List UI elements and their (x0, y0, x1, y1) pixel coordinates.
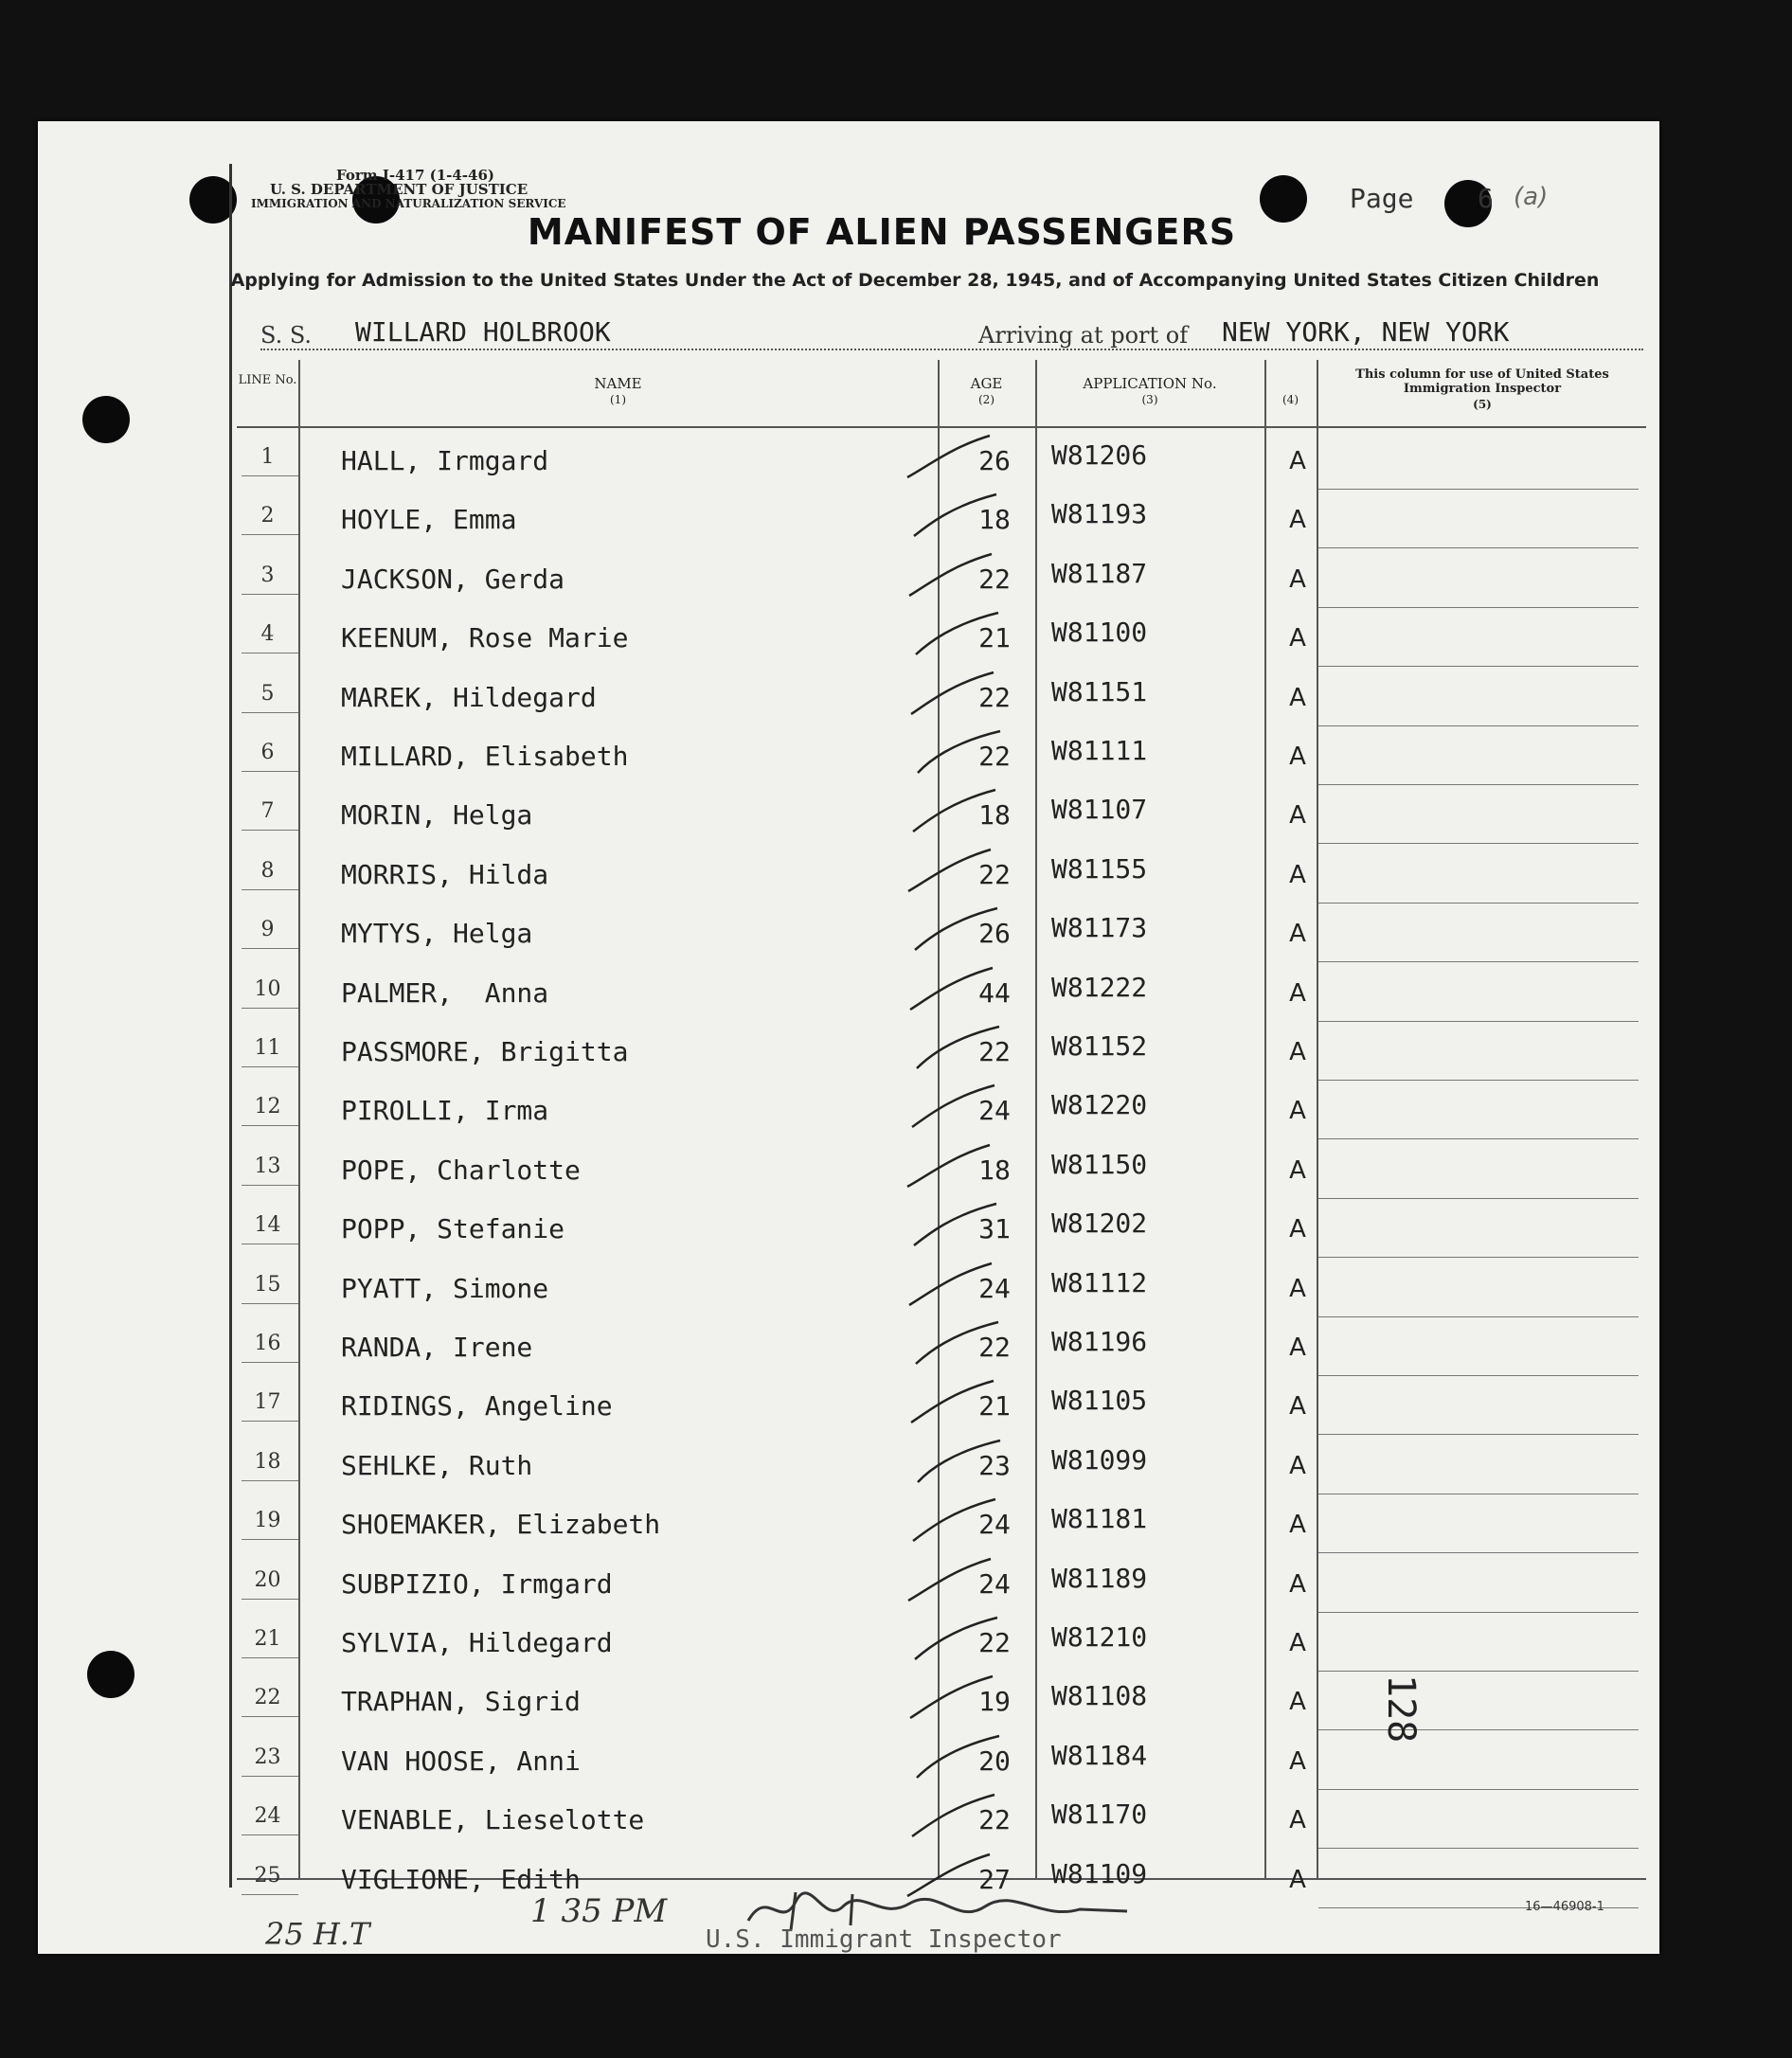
passenger-name: VAN HOOSE, Anni (341, 1745, 581, 1777)
class-code: A (1289, 1155, 1306, 1185)
table-row (237, 1025, 1646, 1083)
table-row (237, 671, 1646, 729)
line-number: 2 (260, 504, 275, 528)
inspector-line (1318, 1848, 1639, 1849)
application-number: W81105 (1051, 1385, 1148, 1417)
inspector-line (1318, 1671, 1639, 1672)
application-number: W81206 (1051, 439, 1148, 471)
passenger-age: 18 (978, 504, 1011, 536)
application-number: W81099 (1051, 1443, 1148, 1476)
ship-name: WILLARD HOLBROOK (355, 316, 611, 348)
passenger-age: 26 (978, 918, 1011, 950)
line-number: 9 (260, 918, 275, 942)
header-name (298, 360, 938, 443)
page-number: 6 (1478, 183, 1494, 214)
passenger-age: 31 (978, 1213, 1011, 1245)
form-code: 16—46908-1 (1525, 1900, 1604, 1914)
check-mark (900, 842, 1023, 899)
inspector-line (1318, 725, 1639, 726)
check-mark (900, 1196, 1023, 1253)
line-number: 22 (254, 1686, 281, 1710)
class-code: A (1289, 447, 1306, 475)
department-name: U. S. DEPARTMENT OF JUSTICE (270, 181, 529, 198)
class-code: A (1289, 1688, 1306, 1717)
inspector-label: U.S. Immigrant Inspector (706, 1925, 1062, 1954)
table-row (237, 1202, 1646, 1261)
class-code: A (1289, 1865, 1306, 1894)
application-number: W81210 (1051, 1621, 1148, 1653)
passenger-name: SEHLKE, Ruth (341, 1449, 533, 1481)
check-mark (900, 1373, 1023, 1430)
header-inspector (1318, 360, 1646, 434)
check-mark (900, 1078, 1023, 1135)
passenger-name: TRAPHAN, Sigrid (341, 1686, 581, 1718)
document-subtitle: Applying for Admission to the United States Under the Act of December 28, 1945, and of Accompanying United States Citizen Children (230, 270, 1600, 291)
check-mark (900, 428, 1023, 485)
class-code: A (1289, 1629, 1306, 1657)
class-code: A (1289, 1569, 1306, 1599)
application-number: W81111 (1051, 735, 1148, 766)
table-row (237, 1674, 1646, 1733)
class-code: A (1289, 920, 1306, 949)
check-mark (900, 724, 1023, 780)
line-number-rule (242, 712, 298, 713)
line-number: 10 (254, 976, 281, 1001)
class-code: A (1289, 1097, 1306, 1126)
passenger-name: MAREK, Hildegard (341, 681, 597, 713)
passenger-age: 20 (978, 1745, 1011, 1777)
handwritten-time: 1 35 PM (530, 1892, 668, 1930)
application-number: W81181 (1051, 1503, 1148, 1535)
passenger-age: 22 (978, 1332, 1011, 1363)
passenger-name: MILLARD, Elisabeth (341, 741, 629, 772)
inspector-line (1318, 1612, 1639, 1613)
passenger-name: VENABLE, Lieselotte (341, 1804, 645, 1836)
application-number: W81109 (1051, 1857, 1148, 1889)
line-number: 14 (254, 1213, 281, 1238)
check-mark (900, 487, 1023, 544)
passenger-age: 23 (978, 1449, 1011, 1481)
line-number: 13 (254, 1154, 281, 1178)
line-number-rule (242, 1421, 298, 1422)
inspector-line (1318, 961, 1639, 962)
check-mark (900, 1433, 1023, 1490)
passenger-name: POPE, Charlotte (341, 1154, 581, 1186)
passenger-name: PASSMORE, Brigitta (341, 1036, 629, 1067)
passenger-name: MYTYS, Helga (341, 918, 533, 950)
page-label: Page (1350, 183, 1414, 214)
class-code: A (1289, 683, 1306, 712)
line-number-rule (242, 1125, 298, 1126)
inspector-line (1318, 666, 1639, 667)
class-code: A (1289, 860, 1306, 889)
class-code: A (1289, 1392, 1306, 1422)
line-number-rule (242, 1657, 298, 1658)
check-mark (900, 665, 1023, 722)
form-number: Form I-417 (1-4-46) (336, 167, 494, 184)
passenger-age: 18 (978, 1154, 1011, 1186)
service-name: IMMIGRATION AND NATURALIZATION SERVICE (251, 197, 566, 210)
line-number-rule (242, 1776, 298, 1777)
header-name-num: (1) (610, 393, 626, 406)
passenger-age: 24 (978, 1509, 1011, 1541)
application-number: W81170 (1051, 1799, 1148, 1831)
line-number-rule (242, 1066, 298, 1067)
application-number: W81100 (1051, 617, 1148, 649)
check-mark (900, 1551, 1023, 1608)
line-number: 8 (260, 858, 275, 883)
line-number-rule (242, 1599, 298, 1600)
check-mark (900, 1610, 1023, 1667)
line-number: 15 (254, 1272, 281, 1297)
passenger-age: 22 (978, 1036, 1011, 1067)
sheet-number: 128 (1379, 1674, 1423, 1744)
line-number-rule (242, 889, 298, 890)
class-code: A (1289, 1274, 1306, 1303)
application-number: W81150 (1051, 1148, 1148, 1180)
passenger-name: PIROLLI, Irma (341, 1095, 549, 1127)
line-number-rule (242, 1362, 298, 1363)
table-row (237, 492, 1646, 551)
check-mark (900, 605, 1023, 662)
manifest-page (38, 121, 1659, 1954)
inspector-line (1318, 1198, 1639, 1199)
inspector-line (1318, 1552, 1639, 1553)
inspector-line (1318, 1138, 1639, 1139)
inspector-line (1318, 547, 1639, 548)
passenger-name: POPP, Stefanie (341, 1213, 565, 1245)
inspector-line (1318, 1375, 1639, 1376)
table-row (237, 1616, 1646, 1674)
line-number-rule (242, 1008, 298, 1009)
punch-hole (82, 396, 130, 443)
check-mark (900, 1315, 1023, 1371)
header-line-label: LINE No. (238, 373, 297, 387)
application-number: W81112 (1051, 1266, 1148, 1298)
line-number: 1 (260, 445, 275, 469)
line-number-rule (242, 534, 298, 535)
application-number: W81107 (1051, 794, 1148, 826)
table-row (237, 611, 1646, 670)
inspector-line (1318, 1316, 1639, 1317)
line-number-rule (242, 1480, 298, 1481)
header-app-num: (3) (1141, 393, 1158, 406)
passenger-name: HALL, Irmgard (341, 445, 549, 476)
line-number-rule (242, 830, 298, 831)
punch-hole (87, 1651, 134, 1698)
class-code: A (1289, 1451, 1306, 1480)
line-number-rule (242, 1303, 298, 1304)
inspector-line (1318, 489, 1639, 490)
check-mark (900, 1256, 1023, 1313)
table-row (237, 1379, 1646, 1438)
line-number: 16 (254, 1332, 281, 1355)
passenger-name: SYLVIA, Hildegard (341, 1627, 613, 1658)
application-number: W81189 (1051, 1562, 1148, 1594)
passenger-name: SHOEMAKER, Elizabeth (341, 1509, 661, 1541)
inspector-line (1318, 784, 1639, 785)
line-number: 19 (254, 1509, 281, 1533)
line-number-rule (242, 1834, 298, 1835)
check-mark (900, 1669, 1023, 1726)
inspector-line (1318, 1080, 1639, 1081)
passenger-age: 22 (978, 858, 1011, 890)
passenger-name: KEENUM, Rose Marie (341, 622, 629, 654)
table-row (237, 1793, 1646, 1852)
passenger-age: 22 (978, 1627, 1011, 1658)
table-row (237, 1262, 1646, 1320)
header-name-label: NAME (594, 375, 642, 392)
passenger-age: 19 (978, 1686, 1011, 1718)
line-number: 7 (260, 799, 275, 824)
table-row (237, 1143, 1646, 1202)
passenger-age: 44 (978, 976, 1011, 1009)
application-number: W81151 (1051, 675, 1148, 707)
check-mark (900, 546, 1023, 603)
passenger-name: RANDA, Irene (341, 1332, 533, 1363)
application-number: W81184 (1051, 1739, 1148, 1771)
line-number-rule (242, 948, 298, 949)
passenger-name: HOYLE, Emma (341, 504, 517, 536)
passenger-age: 21 (978, 622, 1011, 654)
application-number: W81202 (1051, 1208, 1148, 1240)
table-row (237, 966, 1646, 1025)
class-code: A (1289, 801, 1306, 831)
line-number: 20 (254, 1567, 281, 1592)
class-code: A (1289, 564, 1306, 594)
passenger-name: MORRIS, Hilda (341, 858, 549, 890)
header-age-label: AGE (970, 375, 1003, 392)
line-number-rule (242, 475, 298, 476)
class-code: A (1289, 1511, 1306, 1540)
passenger-age: 22 (978, 681, 1011, 713)
passenger-name: MORIN, Helga (341, 799, 533, 832)
ship-info (260, 311, 1643, 350)
header-col4-num: (4) (1282, 393, 1299, 406)
table-row (237, 848, 1646, 906)
passenger-age: 27 (978, 1863, 1011, 1895)
line-number-rule (242, 1716, 298, 1717)
document-title: MANIFEST OF ALIEN PASSENGERS (527, 211, 1237, 253)
application-number: W81222 (1051, 971, 1148, 1003)
passenger-age: 24 (978, 1567, 1011, 1600)
passenger-age: 26 (978, 445, 1011, 476)
check-mark (900, 1019, 1023, 1076)
table-row (237, 1083, 1646, 1142)
check-mark (900, 901, 1023, 957)
check-mark (900, 960, 1023, 1017)
port-name: NEW YORK, NEW YORK (1222, 316, 1510, 348)
line-number-rule (242, 771, 298, 772)
table-row (237, 906, 1646, 965)
passenger-age: 22 (978, 1804, 1011, 1836)
inspector-line (1318, 1789, 1639, 1790)
line-number: 24 (254, 1804, 281, 1829)
form-identifier (251, 169, 566, 211)
table-row (237, 434, 1646, 492)
class-code: A (1289, 978, 1306, 1008)
inspector-line (1318, 1434, 1639, 1435)
class-code: A (1289, 743, 1306, 771)
application-number: W81187 (1051, 557, 1148, 589)
passenger-age: 22 (978, 741, 1011, 772)
line-number: 4 (260, 622, 275, 647)
line-number: 5 (260, 681, 275, 706)
line-number-rule (242, 1539, 298, 1540)
line-number: 12 (254, 1095, 281, 1119)
application-number: W81155 (1051, 852, 1148, 885)
line-number: 11 (254, 1036, 281, 1060)
inspector-line (1318, 903, 1639, 904)
passenger-name: PYATT, Simone (341, 1272, 549, 1304)
class-code: A (1289, 506, 1306, 535)
line-number: 17 (254, 1390, 281, 1415)
inspector-line (1318, 1021, 1639, 1022)
table-row (237, 1497, 1646, 1556)
passenger-age: 24 (978, 1095, 1011, 1127)
line-number: 25 (254, 1863, 281, 1888)
line-number: 23 (254, 1745, 281, 1769)
check-mark (900, 782, 1023, 839)
application-number: W81196 (1051, 1326, 1148, 1357)
class-code: A (1289, 1806, 1306, 1835)
table-row (237, 788, 1646, 847)
line-number: 3 (260, 563, 275, 587)
passenger-age: 22 (978, 563, 1011, 595)
check-mark (900, 1728, 1023, 1785)
inspector-line (1318, 1257, 1639, 1258)
line-number-rule (242, 594, 298, 595)
table-row (237, 1439, 1646, 1497)
passenger-name: RIDINGS, Angeline (341, 1390, 613, 1423)
class-code: A (1289, 1746, 1306, 1776)
handwritten-count: 25 H.T (265, 1916, 370, 1952)
passenger-table (237, 360, 1646, 1895)
inspector-line (1318, 843, 1639, 844)
port-label: Arriving at port of (978, 322, 1189, 349)
check-mark (900, 1787, 1023, 1844)
application-number: W81220 (1051, 1089, 1148, 1121)
margin-rule (229, 164, 232, 1888)
class-code: A (1289, 624, 1306, 653)
passenger-name: JACKSON, Gerda (341, 563, 565, 595)
passenger-age: 21 (978, 1390, 1011, 1423)
line-number-rule (242, 1185, 298, 1186)
passenger-name: VIGLIONE, Edith (341, 1863, 581, 1895)
inspector-line (1318, 607, 1639, 608)
passenger-name: PALMER, Anna (341, 976, 549, 1009)
check-mark (900, 1137, 1023, 1194)
class-code: A (1289, 1333, 1306, 1362)
line-number: 6 (260, 741, 275, 764)
application-number: W81152 (1051, 1030, 1148, 1062)
passenger-name: SUBPIZIO, Irmgard (341, 1567, 613, 1600)
inspector-line (1318, 1729, 1639, 1730)
header-app-label: APPLICATION No. (1083, 375, 1217, 392)
page-annotation: (a) (1514, 183, 1549, 211)
header-age-num: (2) (978, 393, 995, 406)
application-number: W81108 (1051, 1680, 1148, 1712)
passenger-age: 24 (978, 1272, 1011, 1304)
table-row (237, 1557, 1646, 1616)
check-mark (900, 1492, 1023, 1548)
ship-prefix: S. S. (260, 322, 313, 349)
application-number: W81193 (1051, 498, 1148, 530)
class-code: A (1289, 1215, 1306, 1244)
line-number-rule (242, 1894, 298, 1895)
table-row (237, 552, 1646, 611)
header-inspector-num: (5) (1473, 398, 1492, 411)
table-row (237, 1734, 1646, 1793)
line-number: 18 (254, 1449, 281, 1474)
class-code: A (1289, 1038, 1306, 1066)
table-row (237, 1320, 1646, 1379)
line-number: 21 (254, 1627, 281, 1651)
header-application (1035, 360, 1264, 443)
passenger-age: 18 (978, 799, 1011, 832)
table-row (237, 729, 1646, 788)
application-number: W81173 (1051, 912, 1148, 944)
header-inspector-label: This column for use of United States Immigration Inspector (1355, 367, 1609, 396)
